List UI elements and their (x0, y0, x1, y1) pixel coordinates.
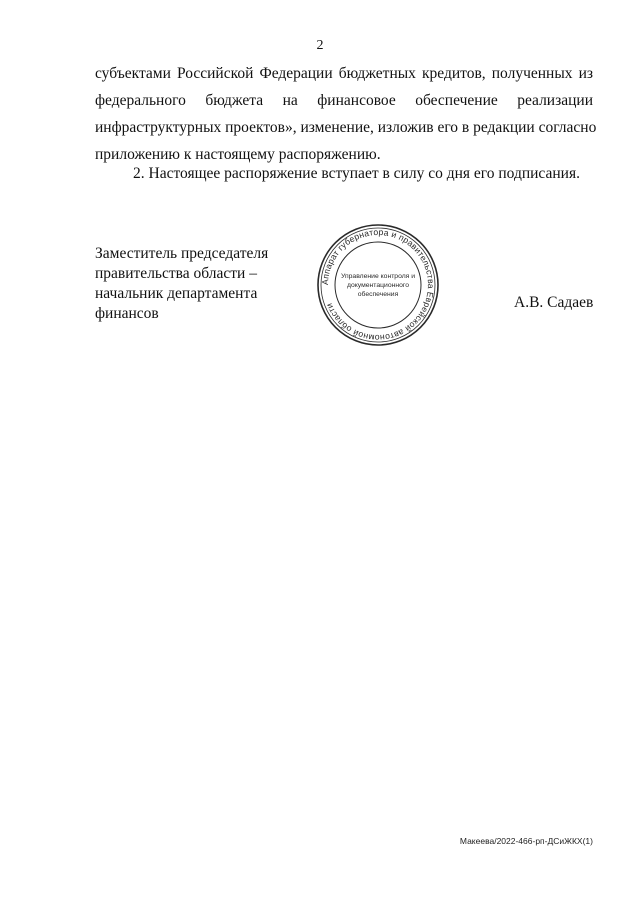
paragraph-2: 2. Настоящее распоряжение вступает в силу со дня его подписания. (133, 165, 580, 182)
signer-title-line: правительства области – (95, 265, 257, 282)
signer-title-line: финансов (95, 305, 159, 322)
signer-title (95, 244, 268, 324)
paragraph-1 (95, 60, 597, 168)
official-seal (316, 223, 440, 347)
page-number: 2 (316, 38, 324, 53)
paragraph-1-line: инфраструктурных проектов», изменение, изложив его в редакции согласно (95, 119, 597, 136)
seal-inner-text-line: обеспечения (357, 291, 399, 298)
paragraph-1-last-line: приложению к настоящему распоряжению. (95, 146, 381, 163)
seal-outer-text: Аппарат губернатора и правительства Еврейской автономной области (319, 226, 437, 344)
paragraph-1-line: федерального бюджета на финансовое обеспечение реализации (95, 92, 593, 109)
signer-title-line: начальник департамента (95, 285, 258, 302)
paragraph-1-line: субъектами Российской Федерации бюджетных кредитов, полученных из (95, 65, 593, 82)
seal-inner-text-line: документационного (346, 282, 410, 289)
seal-inner-text-line: Управление контроля и (340, 273, 416, 280)
signer-name: А.В. Садаев (514, 294, 594, 311)
footer-reference: Макеева/2022-466-рп-ДСиЖКХ(1) (459, 836, 593, 846)
signer-title-line: Заместитель председателя (95, 245, 269, 262)
